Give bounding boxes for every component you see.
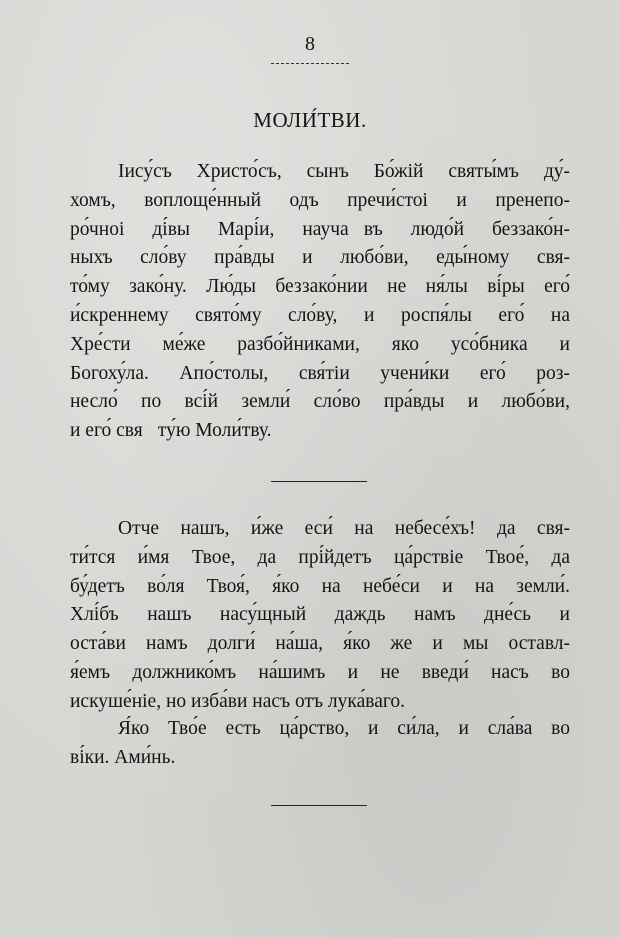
text-line: несло́ по всі́й земли́ сло́во пра́вды и любо́ви, bbox=[70, 391, 570, 413]
text-line: ныхъ сло́ву пра́вды и любо́ви, еды́ному свя- bbox=[70, 247, 570, 269]
section-divider bbox=[271, 481, 367, 482]
paragraph-about-christ bbox=[70, 158, 570, 446]
text-line: Богоху́ла. Апо́столы, свя́тіи учени́ки его́ роз- bbox=[70, 362, 570, 384]
text-line: то́му зако́ну. Лю́ды беззако́нии не ня́лы ві́ры его́ bbox=[70, 276, 570, 298]
text-line: Хре́сти ме́же разбо́йниками, яко усо́бника и bbox=[70, 333, 570, 355]
paragraph-doxology bbox=[70, 715, 570, 773]
text-line: Іису́съ Христо́съ, сынъ Бо́жій святы́мъ ду́- bbox=[118, 161, 570, 182]
text-line: оста́ви намъ долги́ на́ша, я́ко же и мы оставл- bbox=[70, 633, 570, 655]
text-line: ро́чноі ді́вы Марі́и, научаᷓвъ людо́й беззако́н- bbox=[70, 218, 570, 240]
text-line: ти́тся и́мя Твое, да прі́йдетъ ца́рствіе Твое́, да bbox=[70, 546, 570, 568]
page-number-ornament bbox=[271, 63, 349, 64]
text-line: ві́ки. Ами́нь. bbox=[70, 746, 176, 768]
text-line: искуше́ніе, но изба́ви насъ отъ лука́ваго. bbox=[70, 690, 405, 712]
text-line: бу́детъ во́ля Твоя́, я́ко на небе́си и на земли́. bbox=[70, 575, 570, 597]
text-line: я́емъ должнико́мъ на́шимъ и не введи́ насъ во bbox=[70, 661, 570, 683]
text-line: и́скреннему свято́му сло́ву, и роспя́лы его́ на bbox=[70, 304, 570, 326]
paragraph-lords-prayer bbox=[70, 515, 570, 717]
text-line: хомъ, воплоще́нный одъ пречи́стоі и пренепо- bbox=[70, 189, 570, 211]
text-line: и его́ свяᷓту́ю Моли́тву. bbox=[70, 420, 272, 442]
section-heading: МОЛИ́ТВИ. bbox=[253, 108, 367, 132]
text-line: Отче нашъ, и́же еси́ на небесе́хъ! да свя- bbox=[118, 518, 570, 539]
text-line: Я́ко Тво́е есть ца́рство, и си́ла, и сла́ва во bbox=[118, 718, 570, 739]
text-line: Хлі́бъ нашъ насу́щный даждь намъ дне́сь и bbox=[70, 604, 570, 626]
section-divider bbox=[271, 805, 367, 806]
page-number: 8 bbox=[305, 33, 315, 55]
